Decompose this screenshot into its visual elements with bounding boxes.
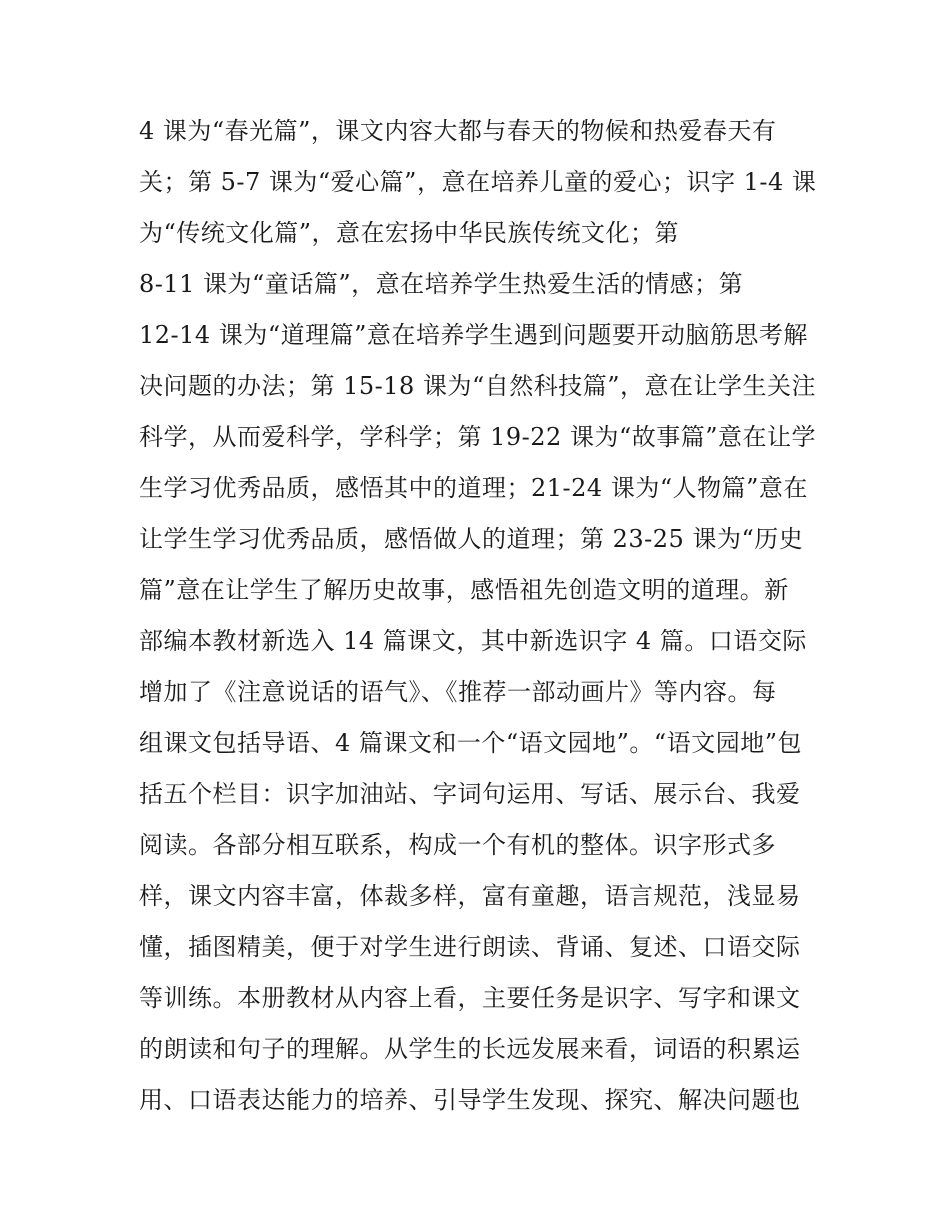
text-line: 的朗读和句子的理解。从学生的长远发展来看，词语的积累运 (139, 1035, 801, 1063)
text-line: 篇”意在让学生了解历史故事，感悟祖先创造文明的道理。新 (139, 576, 789, 604)
text-line: 增加了《注意说话的语气》、《推荐一部动画片》等内容。每 (139, 678, 777, 706)
text-line: 阅读。各部分相互联系，构成一个有机的整体。识字形式多 (139, 831, 776, 859)
text-line: 12-14 课为“道理篇”意在培养学生遇到问题要开动脑筋思考解 (139, 321, 808, 349)
text-line: 部编本教材新选入 14 篇课文，其中新选识字 4 篇。口语交际 (139, 627, 807, 655)
text-line: 懂，插图精美，便于对学生进行朗读、背诵、复述、口语交际 (139, 933, 801, 961)
text-line: 样，课文内容丰富，体裁多样，富有童趣，语言规范，浅显易 (139, 882, 801, 910)
text-line: 为“传统文化篇”，意在宏扬中华民族传统文化；第 (139, 219, 680, 247)
text-line: 生学习优秀品质，感悟其中的道理；21-24 课为“人物篇”意在 (139, 474, 808, 502)
text-line: 决问题的办法；第 15-18 课为“自然科技篇”，意在让学生关注 (139, 372, 816, 400)
text-line: 关；第 5-7 课为“爱心篇”，意在培养儿童的爱心；识字 1-4 课 (139, 168, 817, 196)
text-line: 科学，从而爱科学，学科学；第 19-22 课为“故事篇”意在让学 (139, 423, 816, 451)
text-line: 括五个栏目：识字加油站、字词句运用、写话、展示台、我爱 (139, 780, 801, 808)
text-line: 4 课为“春光篇”，课文内容大都与春天的物候和热爱春天有 (139, 117, 777, 145)
text-line: 让学生学习优秀品质，感悟做人的道理；第 23-25 课为“历史 (139, 525, 804, 553)
text-line: 8-11 课为“童话篇”，意在培养学生热爱生活的情感；第 (139, 270, 744, 298)
text-line: 组课文包括导语、4 篇课文和一个“语文园地”。“语文园地”包 (139, 729, 802, 757)
text-line: 用、口语表达能力的培养、引导学生发现、探究、解决问题也 (139, 1086, 801, 1114)
text-line: 等训练。本册教材从内容上看，主要任务是识字、写字和课文 (139, 984, 801, 1012)
body-text (139, 106, 839, 1126)
